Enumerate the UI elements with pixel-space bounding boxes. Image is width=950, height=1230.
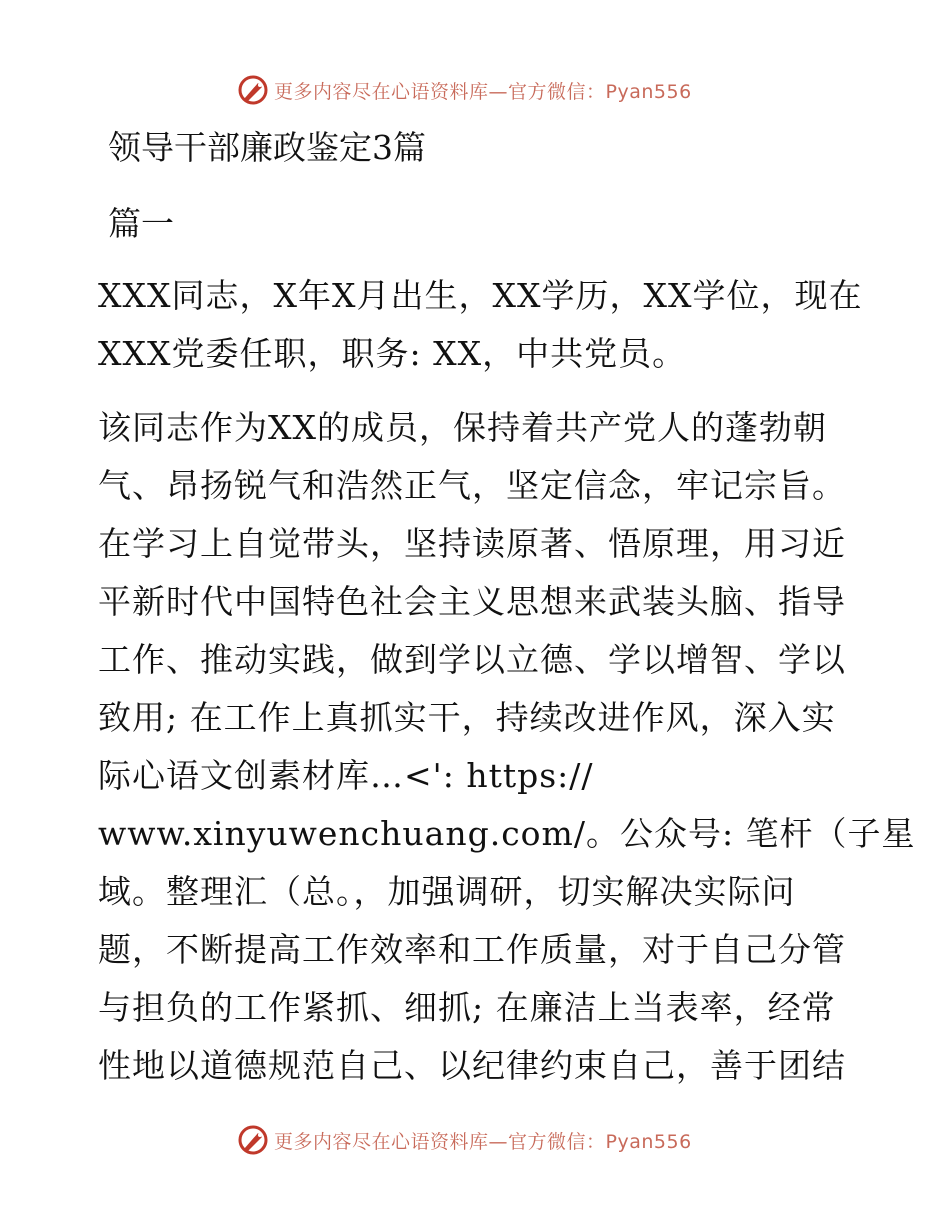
- body-line: 致用; 在工作上真抓实干，持续改进作风，深入实: [98, 698, 836, 737]
- banner-suffix: 官方微信：: [508, 1130, 606, 1153]
- section-heading: 篇一: [108, 204, 174, 243]
- body-line: 性地以道德规范自己、以纪律约束自己，善于团结: [98, 1046, 846, 1085]
- banner-suffix: 官方微信：: [508, 80, 606, 103]
- banner-wechat-id: Pyan556: [605, 80, 692, 103]
- banner-separator: —: [488, 80, 509, 103]
- body-line: www.xinyuwenchuang.com/。公众号: 笔杆（子星: [98, 814, 916, 853]
- banner-wechat-id: Pyan556: [605, 1130, 692, 1153]
- body-line: 际心语文创素材库…<': https://: [98, 756, 594, 795]
- banner-text: 更多内容尽在心语资料库: [274, 1130, 489, 1153]
- body-line: 在学习上自觉带头，坚持读原著、悟原理，用习近: [98, 524, 846, 563]
- body-line: 工作、推动实践，做到学以立德、学以增智、学以: [98, 640, 846, 679]
- body-line: 题，不断提高工作效率和工作质量，对于自己分管: [98, 930, 846, 969]
- pen-nib-logo-icon: [236, 73, 270, 107]
- body-line: XXX同志，X年X月出生，XX学历，XX学位，现在: [98, 276, 863, 315]
- document-title: 领导干部廉政鉴定3篇: [108, 128, 426, 167]
- body-line: 该同志作为XX的成员，保持着共产党人的蓬勃朝: [98, 408, 827, 447]
- banner-separator: —: [488, 1130, 509, 1153]
- body-line: 域。整理汇（总。，加强调研，切实解决实际问: [98, 872, 796, 911]
- body-line: 与担负的工作紧抓、细抓; 在廉洁上当表率，经常: [98, 988, 836, 1027]
- body-line: 平新时代中国特色社会主义思想来武装头脑、指导: [98, 582, 846, 621]
- banner-text: 更多内容尽在心语资料库: [274, 80, 489, 103]
- body-line: 气、昂扬锐气和浩然正气，坚定信念，牢记宗旨。: [98, 466, 846, 505]
- body-line: XXX党委任职，职务: XX，中共党员。: [98, 334, 687, 373]
- pen-nib-logo-icon: [236, 1123, 270, 1157]
- header-banner: [236, 70, 756, 110]
- footer-banner: [236, 1120, 756, 1160]
